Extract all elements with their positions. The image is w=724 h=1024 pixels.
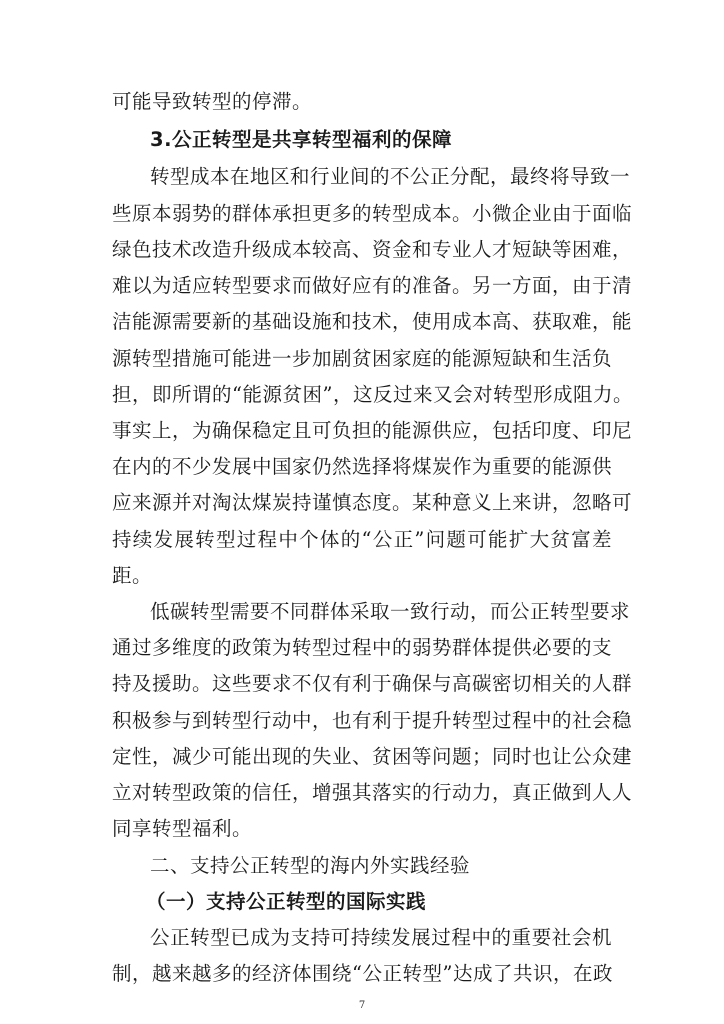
paragraph-line: 同享转型福利。: [112, 817, 253, 840]
paragraph-line: 在内的不少发展中国家仍然选择将煤炭作为重要的能源供: [112, 455, 613, 478]
paragraph-line: 源转型措施可能进一步加剧贫困家庭的能源短缺和生活负: [112, 347, 613, 370]
paragraph-line: 洁能源需要新的基础设施和技术，使用成本高、获取难，能: [112, 310, 633, 333]
paragraph-line: 公正转型已成为支持可持续发展过程中的重要社会机: [150, 926, 612, 949]
paragraph-line: 转型成本在地区和行业间的不公正分配，最终将导致一: [150, 165, 631, 188]
subsection-heading: （一）支持公正转型的国际实践: [146, 890, 427, 913]
paragraph-line: 积极参与到转型行动中，也有利于提升转型过程中的社会稳: [112, 709, 633, 732]
paragraph-line: 低碳转型需要不同群体采取一致行动，而公正转型要求: [150, 600, 631, 623]
paragraph-line: 立对转型政策的信任，增强其落实的行动力，真正做到人人: [112, 781, 633, 804]
paragraph-line: 通过多维度的政策为转型过程中的弱势群体提供必要的支: [112, 636, 613, 659]
paragraph-line: 持续发展转型过程中个体的“公正”问题可能扩大贫富差: [112, 528, 612, 551]
paragraph-line: 担，即所谓的“能源贫困”，这反过来又会对转型形成阻力。: [112, 383, 633, 406]
paragraph-line: 绿色技术改造升级成本较高、资金和专业人才短缺等困难，: [112, 238, 633, 261]
paragraph-line: 制，越来越多的经济体围绕“公正转型”达成了共识，在政: [112, 962, 613, 985]
section-heading: 3.公正转型是共享转型福利的保障: [150, 128, 452, 151]
paragraph-line: 些原本弱势的群体承担更多的转型成本。小微企业由于面临: [112, 202, 633, 225]
paragraph-line: 可能导致转型的停滞。: [112, 90, 313, 113]
paragraph-line: 难以为适应转型要求而做好应有的准备。另一方面，由于清: [112, 274, 633, 297]
paragraph-line: 事实上，为确保稳定且可负担的能源供应，包括印度、印尼: [112, 419, 633, 442]
chapter-heading: 二、支持公正转型的海内外实践经验: [150, 854, 471, 877]
paragraph-line: 应来源并对淘汰煤炭持谨慎态度。某种意义上来讲，忽略可: [112, 491, 633, 514]
paragraph-line: 定性，减少可能出现的失业、贫困等问题；同时也让公众建: [112, 745, 633, 768]
paragraph-line: 持及援助。这些要求不仅有利于确保与高碳密切相关的人群: [112, 672, 633, 695]
page-number: 7: [358, 1000, 366, 1011]
paragraph-line: 距。: [112, 564, 153, 587]
